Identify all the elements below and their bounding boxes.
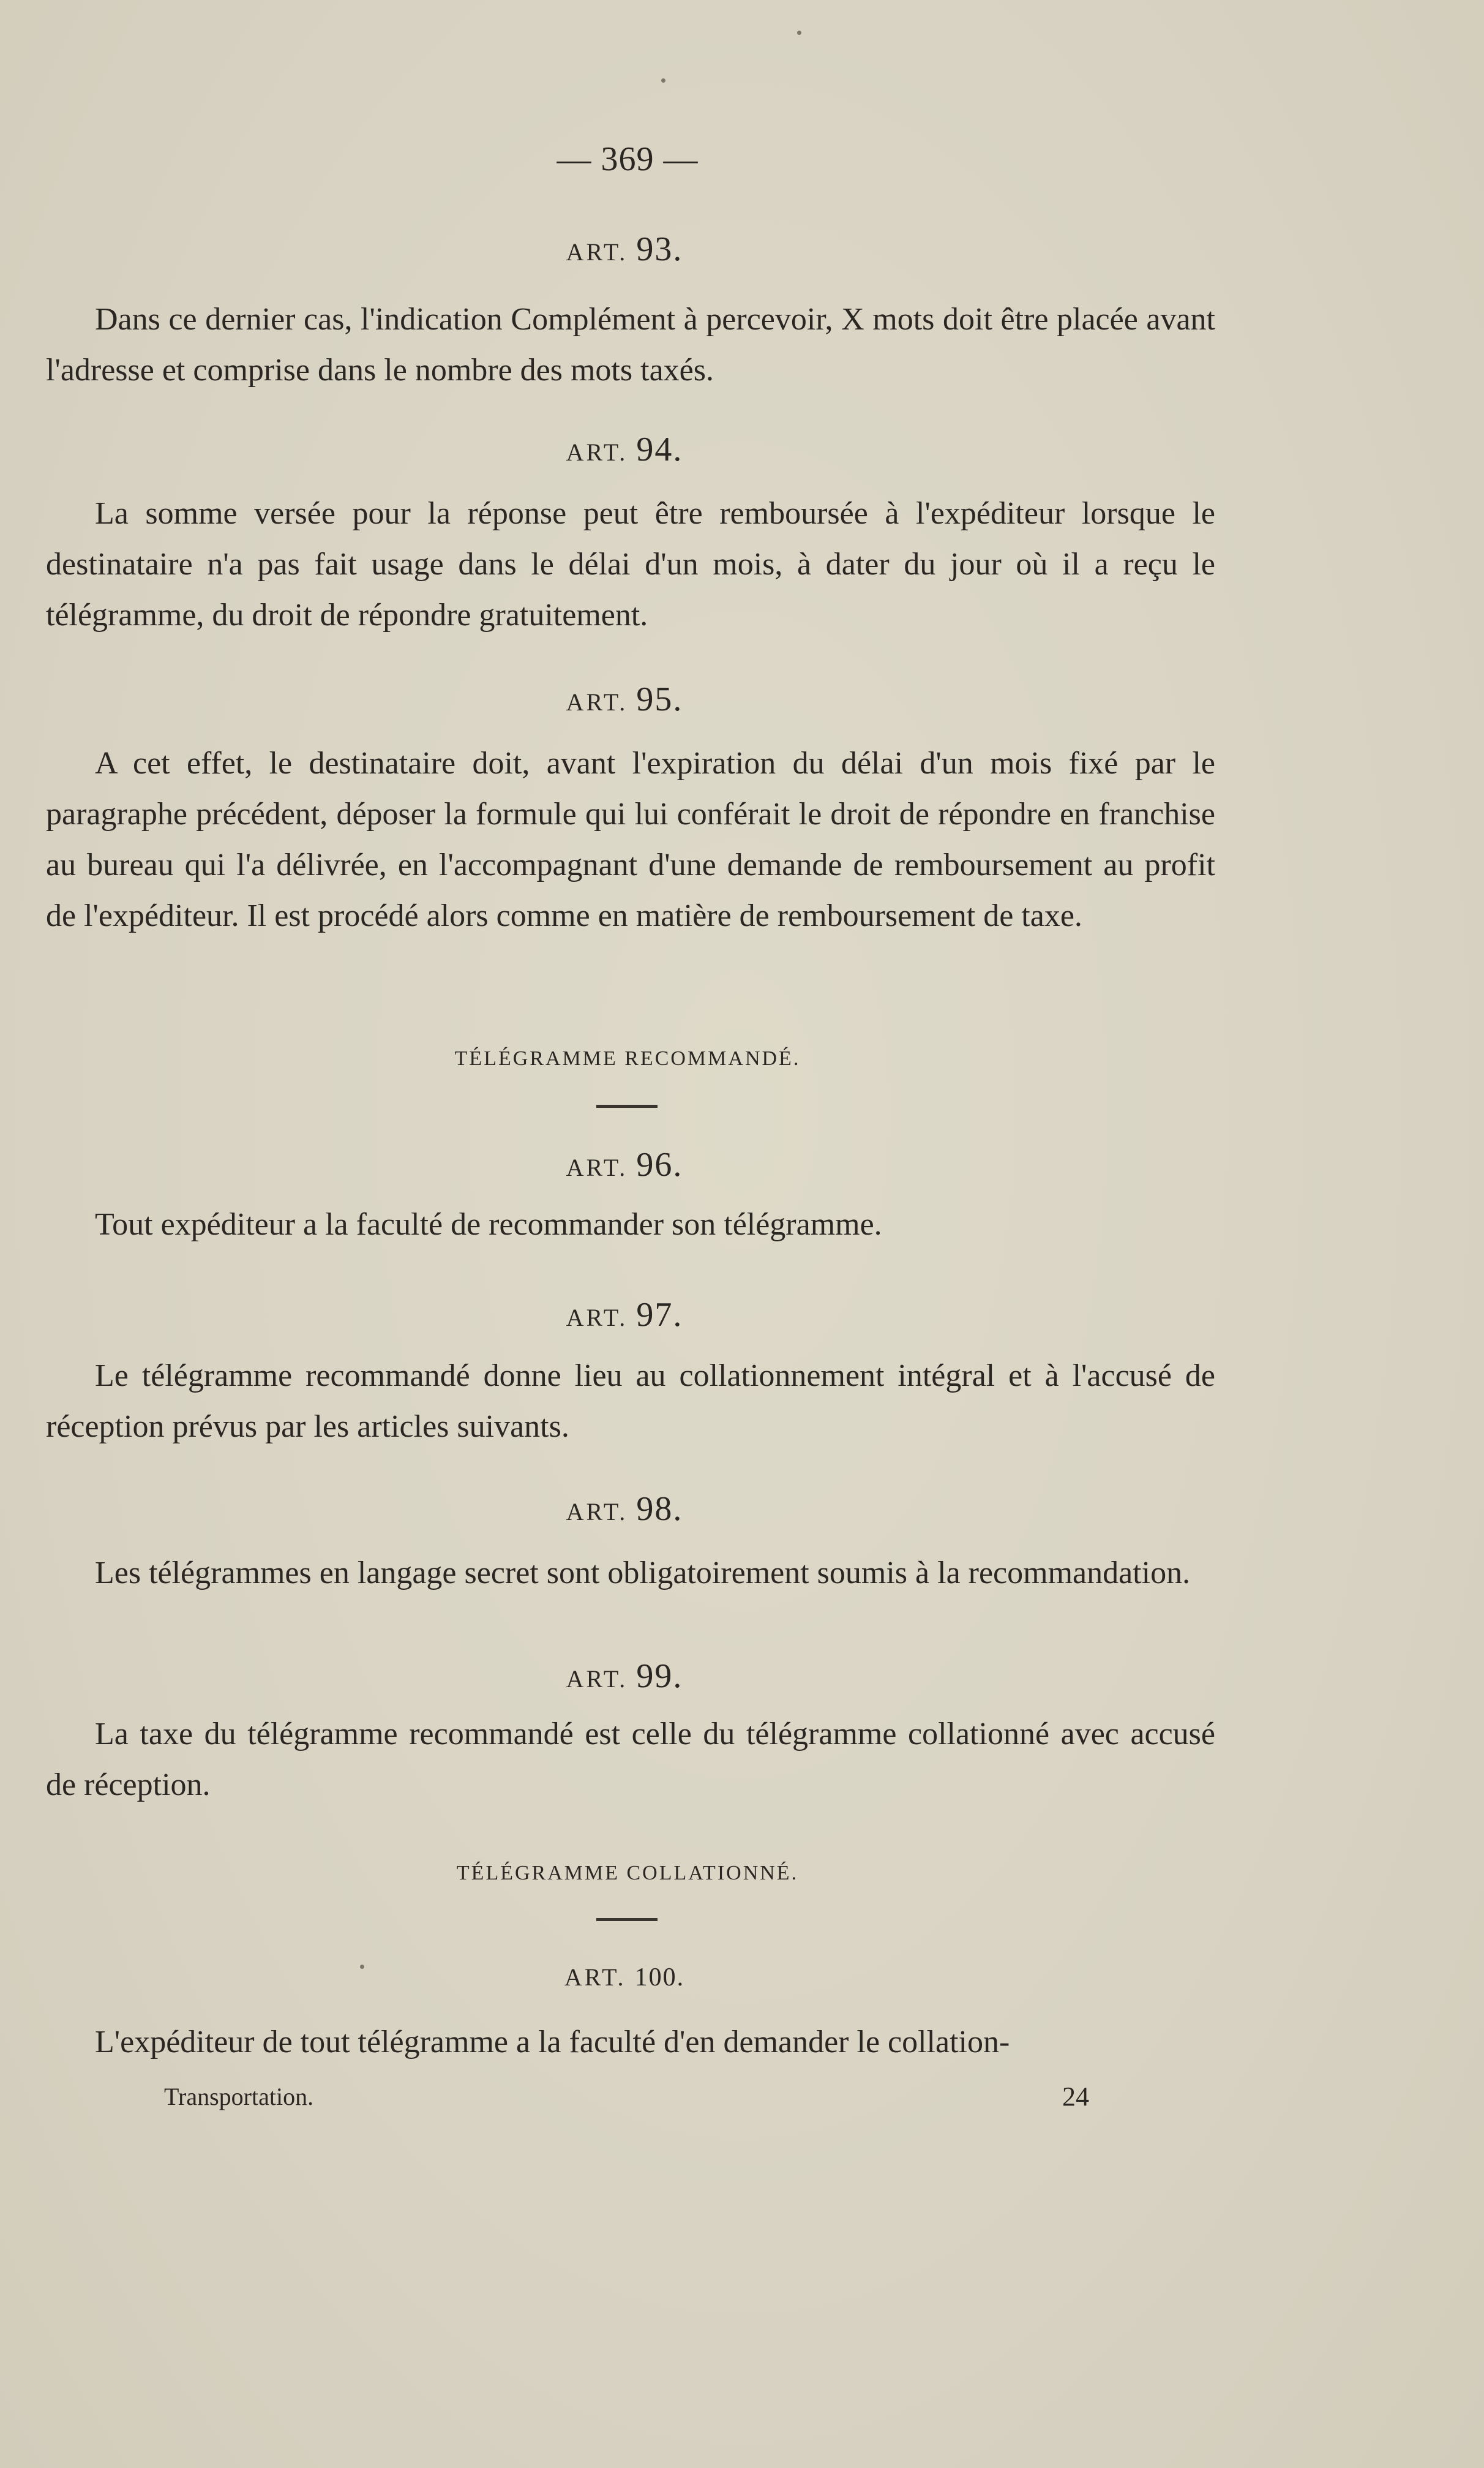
- article-text: La somme versée pour la réponse peut être remboursée à l'expéditeur lorsque le destinataire n'a pas fait usage dans le délai d'un mois, à dater du jour où il a reçu le télégramme, du droit de répondre gratuitement.: [46, 496, 1215, 633]
- article-label: ART.: [566, 238, 628, 266]
- sheet-number: 24: [1062, 2082, 1089, 2112]
- article-heading: [0, 1489, 1249, 1529]
- article-number: 96.: [636, 1146, 683, 1184]
- article-label: ART.: [566, 688, 628, 716]
- article-heading: [0, 1145, 1249, 1184]
- article-text: Dans ce dernier cas, l'indication Complément à percevoir, X mots doit être placée avant l'adresse et comprise dans le nombre des mots taxés.: [46, 302, 1215, 388]
- article-number: 98.: [636, 1490, 683, 1528]
- article-label: ART.: [566, 1498, 628, 1526]
- article-text: Les télégrammes en langage secret sont obligatoirement soumis à la recommandation.: [95, 1556, 1191, 1590]
- printer-signature: Transportation.: [164, 2083, 314, 2110]
- section-rule: [596, 1918, 658, 1921]
- article-number: 93.: [636, 230, 683, 268]
- article-label: ART.: [566, 1665, 628, 1693]
- paper-speck: [797, 31, 801, 35]
- article-heading: [0, 1963, 1249, 1992]
- article-text: L'expéditeur de tout télégramme a la faculté d'en demander le collation-: [95, 2025, 1010, 2060]
- article-text: A cet effet, le destinataire doit, avant l'expiration du délai d'un mois fixé par le paragraphe précédent, déposer la formule qui lui conférait le droit de répondre en franchise au bureau qui l'a délivrée, en l'accompagnant d'une demande de remboursement au profit de l'expéditeur. Il est procédé alors comme en matière de remboursement de taxe.: [46, 746, 1215, 933]
- section-title: TÉLÉGRAMME COLLATIONNÉ.: [456, 1862, 799, 1884]
- article-text: Tout expéditeur a la faculté de recommander son télégramme.: [95, 1207, 882, 1242]
- article-number: 95.: [636, 680, 683, 718]
- page-number: — 369 —: [556, 140, 699, 178]
- section-title: TÉLÉGRAMME RECOMMANDÉ.: [454, 1047, 801, 1070]
- section-rule: [596, 1105, 658, 1108]
- paper-speck: [661, 78, 665, 83]
- article-label: ART.: [566, 438, 628, 466]
- article-label: ART.: [566, 1304, 628, 1331]
- article-text: La taxe du télégramme recommandé est celle du télégramme collationné avec accusé de réception.: [46, 1717, 1215, 1802]
- article-text: Le télégramme recommandé donne lieu au collationnement intégral et à l'accusé de réception prévus par les articles suivants.: [46, 1358, 1215, 1444]
- article-number: 94.: [636, 431, 683, 468]
- article-heading: [0, 1657, 1249, 1696]
- article-number: 100.: [634, 1963, 685, 1992]
- article-heading: [0, 430, 1249, 469]
- article-heading: [0, 1295, 1249, 1334]
- article-heading: [0, 680, 1249, 719]
- article-label: ART.: [566, 1154, 628, 1181]
- article-heading: [0, 230, 1249, 269]
- article-number: 97.: [636, 1296, 683, 1334]
- article-number: 99.: [636, 1657, 683, 1695]
- article-label: ART.: [564, 1963, 626, 1991]
